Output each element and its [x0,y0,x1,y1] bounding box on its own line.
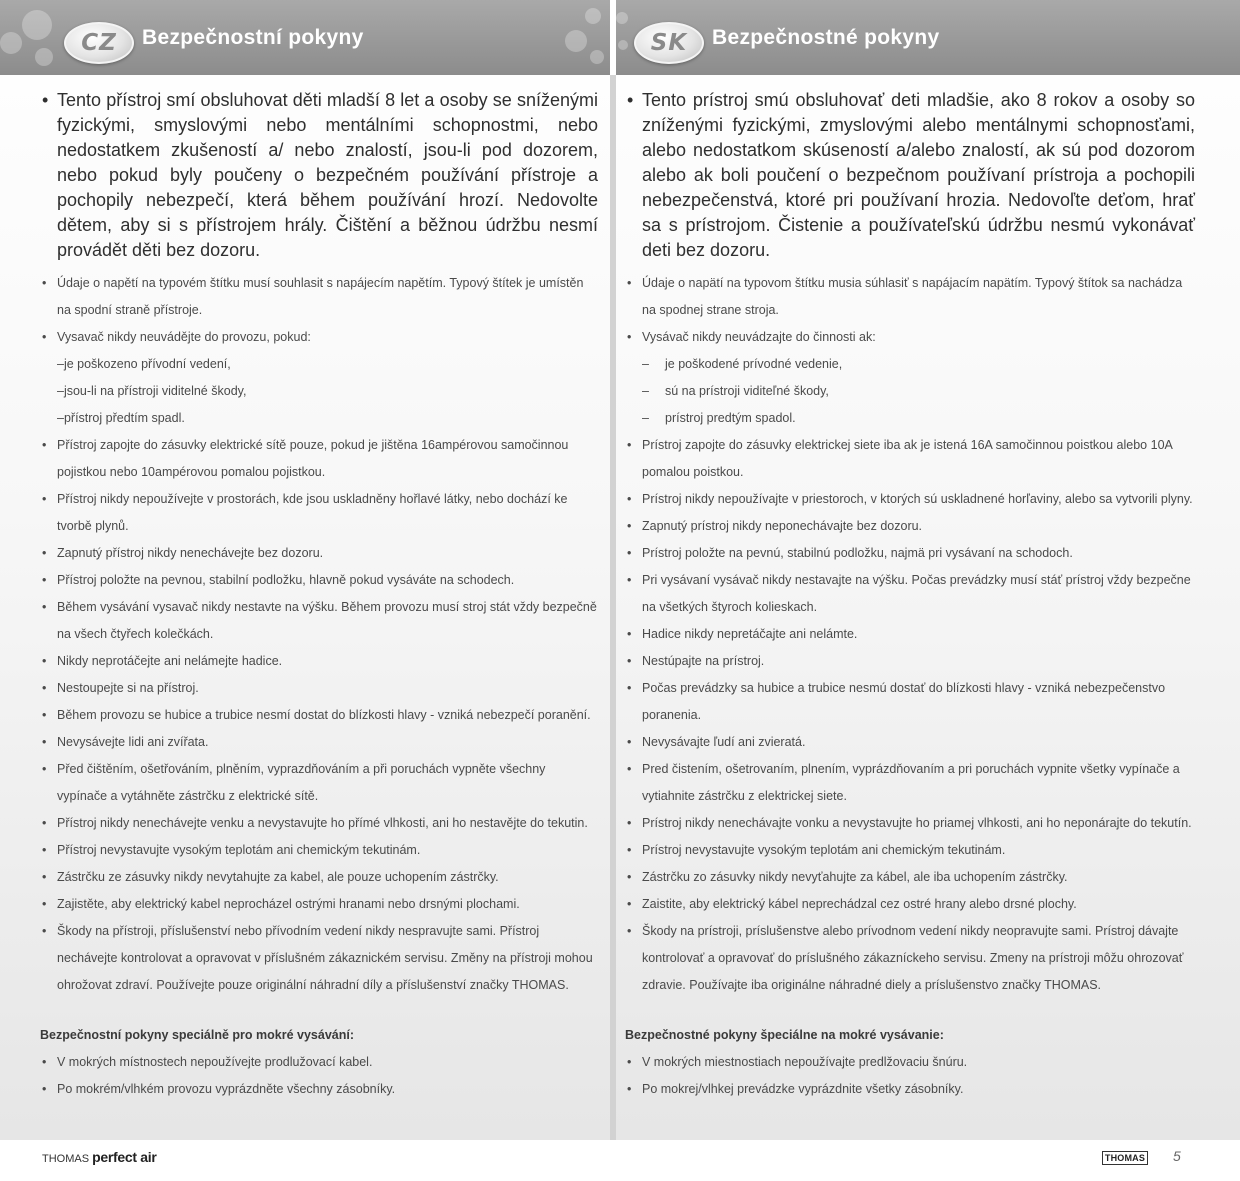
list-item: • Škody na přístroji, příslušenství nebo přívodním vedení nikdy nespravujte sami. Přístroj nechávejte kontrolovat a opravovat v příslušném zákaznickém servisu. Změny na přístroji mohou ohrožovat zdraví. Používejte pouze originální náhradní díly a příslušenství značky THOMAS. [42,918,598,999]
list-item: • Pred čistením, ošetrovaním, plnením, vyprázdňovaním a pri poruchách vypnite všetky vypínače a vytiahnite zástrčku z elektrickej siete. [627,756,1195,810]
wet-list-cz [42,1049,598,1103]
page-title-sk: Bezpečnostné pokyny [712,26,940,49]
list-item: • Přístroj nevystavujte vysokým teplotám ani chemickým tekutinám. [42,837,598,864]
section-title-cz: Bezpečnostní pokyny speciálně pro mokré vysávání: [40,1028,355,1042]
page-number: 5 [1173,1148,1181,1164]
safety-list-sk [627,270,1195,999]
list-item: • Zaistite, aby elektrický kábel neprechádzal cez ostré hrany alebo drsné plochy. [627,891,1195,918]
list-dash: – [57,384,64,398]
list-item: • Hadice nikdy nepretáčajte ani nelámte. [627,621,1195,648]
list-item-text: je poškodené prívodné vedenie, [665,357,843,371]
list-item: • Zapnutý přístroj nikdy nenechávejte bez dozoru. [42,540,598,567]
list-item: • V mokrých miestnostiach nepoužívajte predlžovaciu šnúru. [627,1049,1195,1076]
list-item: • Údaje o napětí na typovém štítku musí souhlasit s napájecím napětím. Typový štítek je umístěn na spodní straně přístroje. [42,270,598,324]
list-item: • Prístroj zapojte do zásuvky elektrickej siete iba ak je istená 16A samočinnou poistkou alebo 10A pomalou poistkou. [627,432,1195,486]
list-item: • Po mokrej/vlhkej prevádzke vyprázdnite všetky zásobníky. [627,1076,1195,1103]
list-item: • V mokrých místnostech nepoužívejte prodlužovací kabel. [42,1049,598,1076]
list-item [627,351,1195,378]
page-title-cz: Bezpečnostní pokyny [142,26,364,49]
language-badge-cz: CZ [64,22,134,64]
list-item: • Po mokrém/vlhkém provozu vyprázdněte všechny zásobníky. [42,1076,598,1103]
list-item: • Přístroj položte na pevnou, stabilní podložku, hlavně pokud vysáváte na schodech. [42,567,598,594]
header-sk [616,0,1240,75]
footer-brand [42,1149,157,1165]
content-cz [42,88,598,1103]
language-badge-sk: SK [634,22,704,64]
list-item: • Vysávač nikdy neuvádzajte do činnosti ak: [627,324,1195,351]
list-item: • Zástrčku zo zásuvky nikdy nevyťahujte za kábel, ale iba uchopením zástrčky. [627,864,1195,891]
list-item [42,405,598,432]
list-dash: – [642,384,649,398]
list-item-text: je poškozeno přívodní vedení, [63,357,231,371]
column-cz [0,0,610,1140]
list-item: • Prístroj nikdy nenechávajte vonku a nevystavujte ho priamej vlhkosti, ani ho neponárajte do tekutín. [627,810,1195,837]
list-item: • Nikdy neprotáčejte ani nelámejte hadice. [42,648,598,675]
list-dash: – [642,357,649,371]
list-item [42,378,598,405]
list-item: • Nestoupejte si na přístroj. [42,675,598,702]
list-item: • Nevysávajte ľudí ani zvieratá. [627,729,1195,756]
list-item: • Prístroj nikdy nepoužívajte v priestoroch, v ktorých sú uskladnené horľaviny, alebo sa vytvorili plyny. [627,486,1195,513]
list-item: • Přístroj zapojte do zásuvky elektrické sítě pouze, pokud je jištěna 16ampérovou samočinnou pojistkou nebo 10ampérovou pomalou pojistkou. [42,432,598,486]
content-sk [627,88,1195,1103]
intro-paragraph-sk: • Tento prístroj smú obsluhovať deti mladšie, ako 8 rokov a osoby so zníženými fyzickými, zmyslovými alebo mentálnymi schopnosťami, alebo nedostatkom skúseností a/alebo znalostí, ak sú pod dozorom alebo ak boli poučení o bezpečnom používaní prístroja a pochopili nebezpečenstvá, ktoré pri používaní hrozia. Nedovoľte deťom, hrať sa s prístrojom. Čistenie a používateľskú údržbu nesmú vykonávať deti bez dozoru. [627,88,1195,263]
list-item: • Nevysávejte lidi ani zvířata. [42,729,598,756]
list-dash: – [642,411,649,425]
list-item: • Přístroj nikdy nenechávejte venku a nevystavujte ho přímé vlhkosti, ani ho nestavějte do tekutin. [42,810,598,837]
list-item [42,351,598,378]
list-item-text: přístroj předtím spadl. [63,411,185,425]
list-item: • Nestúpajte na prístroj. [627,648,1195,675]
column-sk [616,0,1240,1140]
list-item-text: jsou-li na přístroji viditelné škody, [63,384,247,398]
list-item: • Škody na prístroji, príslušenstve alebo prívodnom vedení nikdy neopravujte sami. Prístroj dávajte kontrolovať a opravovať do príslušného zákazníckeho servisu. Zmeny na prístroji môžu ohrozovať zdravie. Používajte iba originálne náhradné diely a príslušenstvo značky THOMAS. [627,918,1195,999]
list-item [627,378,1195,405]
footer-brand-product: perfect air [92,1149,157,1165]
list-dash: – [57,357,64,371]
list-item: • Zástrčku ze zásuvky nikdy nevytahujte za kabel, ale pouze uchopením zástrčky. [42,864,598,891]
list-dash: – [57,411,64,425]
list-item: • Pri vysávaní vysávač nikdy nestavajte na výšku. Počas prevádzky musí stáť prístroj vždy bezpečne na všetkých štyroch kolieskach. [627,567,1195,621]
list-item: • Počas prevádzky sa hubice a trubice nesmú dostať do blízkosti hlavy - vzniká nebezpečenstvo poranenia. [627,675,1195,729]
list-item: • Přístroj nikdy nepoužívejte v prostorách, kde jsou uskladněny hořlavé látky, nebo dochází ke tvorbě plynů. [42,486,598,540]
list-item: • Během provozu se hubice a trubice nesmí dostat do blízkosti hlavy - vzniká nebezpečí poranění. [42,702,598,729]
list-item [627,405,1195,432]
footer-brand-prefix: THOMAS [42,1153,90,1165]
list-item: • Před čištěním, ošetřováním, plněním, vyprazdňováním a při poruchách vypněte všechny vypínače a vytáhněte zástrčku z elektrické sítě. [42,756,598,810]
safety-list-cz [42,270,598,999]
header-cz [0,0,610,75]
list-item: • Prístroj nevystavujte vysokým teplotám ani chemickým tekutinám. [627,837,1195,864]
list-item-text: sú na prístroji viditeľné škody, [665,384,829,398]
list-item: • Prístroj položte na pevnú, stabilnú podložku, najmä pri vysávaní na schodoch. [627,540,1195,567]
thomas-logo: THOMAS [1102,1151,1148,1165]
list-item: • Údaje o napätí na typovom štítku musia súhlasiť s napájacím napätím. Typový štítok sa nachádza na spodnej strane stroja. [627,270,1195,324]
list-item: • Vysavač nikdy neuvádějte do provozu, pokud: [42,324,598,351]
list-item: • Během vysávání vysavač nikdy nestavte na výšku. Během provozu musí stroj stát vždy bezpečně na všech čtyřech kolečkách. [42,594,598,648]
section-title-sk: Bezpečnostné pokyny špeciálne na mokré vysávanie: [625,1028,944,1042]
list-item: • Zajistěte, aby elektrický kabel neprocházel ostrými hranami nebo drsnými plochami. [42,891,598,918]
intro-paragraph-cz: • Tento přístroj smí obsluhovat děti mladší 8 let a osoby se sníženými fyzickými, smyslovými nebo mentálními schopnostmi, nebo nedostatkem zkušeností a/ nebo znalostí, jsou-li pod dozorem, nebo pokud byly poučeny o bezpečném používání přístroje a pochopily nebezpečí, která během používání hrozí. Nedovolte dětem, aby si s přístrojem hrály. Čištění a běžnou údržbu nesmí provádět děti bez dozoru. [42,88,598,263]
list-item-text: prístroj predtým spadol. [665,411,796,425]
list-item: • Zapnutý prístroj nikdy neponechávajte bez dozoru. [627,513,1195,540]
wet-list-sk [627,1049,1195,1103]
